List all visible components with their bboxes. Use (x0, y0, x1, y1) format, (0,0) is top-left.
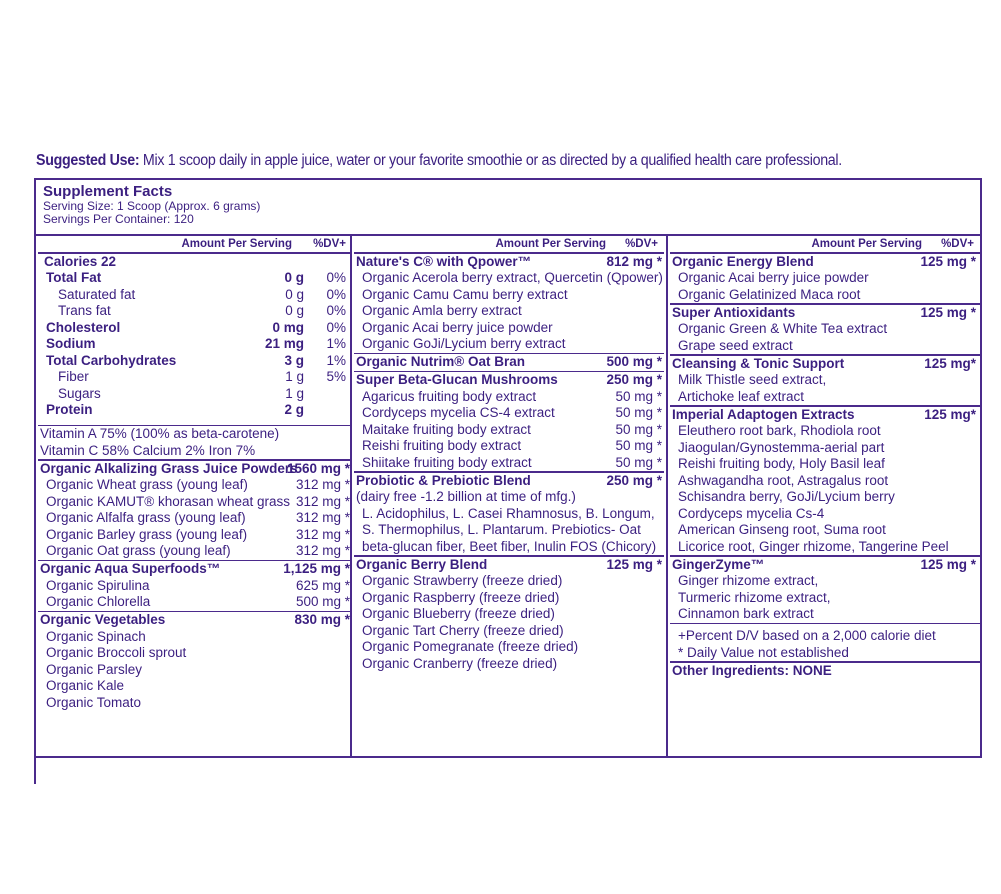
row-label: Cleansing & Tonic Support (672, 355, 845, 371)
serving-size: Serving Size: 1 Scoop (Approx. 6 grams) (43, 199, 261, 213)
nutrient-row (38, 303, 350, 320)
row-label: Organic Acai berry juice powder (678, 270, 869, 285)
row-label: Artichoke leaf extract (678, 388, 805, 404)
row-label: Organic Alkalizing Grass Juice Powders (40, 460, 298, 476)
row-label: Organic Kale (46, 678, 125, 693)
column-divider (666, 236, 668, 758)
row-label: Organic Raspberry (freeze dried) (362, 589, 560, 605)
ingredient-row (670, 423, 980, 440)
row-label: Total Fat (46, 270, 102, 285)
row-label: Organic Green & White Tea extract (678, 321, 888, 336)
ingredient-row (354, 573, 664, 590)
ingredient-row (38, 629, 350, 646)
row-label: Turmeric rhizome extract, (678, 589, 831, 605)
nutrient-row (38, 320, 350, 337)
row-label: Sugars (58, 385, 101, 401)
ingredient-row (38, 543, 350, 560)
blend-heading (670, 254, 980, 271)
row-label: Organic Barley grass (young leaf) (46, 526, 248, 542)
ingredient-row (354, 389, 664, 406)
row-label: Organic Amla berry extract (362, 303, 522, 318)
vitamin-row (38, 426, 350, 443)
row-label: Total Carbohydrates (46, 352, 177, 368)
row-label: Organic KAMUT® khorasan wheat grass (46, 493, 291, 509)
row-label: Organic Berry Blend (356, 556, 488, 572)
row-label: Super Beta-Glucan Mushrooms (356, 372, 558, 387)
ingredient-row (38, 477, 350, 494)
row-label: Other Ingredients: NONE (672, 662, 832, 678)
blend-heading (670, 305, 980, 322)
ingredient-row (354, 590, 664, 607)
row-label: Super Antioxidants (672, 304, 796, 320)
row-label: Nature's C® with Qpower™ (356, 253, 532, 269)
ingredient-row (354, 320, 664, 337)
row-amount: 1560 mg * (286, 460, 350, 476)
dv-label: %DV+ (313, 238, 346, 250)
row-amount: 250 mg * (606, 472, 662, 488)
row-amount: 0 g (285, 286, 304, 302)
row-label: Organic Camu Camu berry extract (362, 286, 568, 302)
row-label: Organic Tart Cherry (freeze dried) (362, 622, 564, 638)
row-label: Schisandra berry, GoJi/Lycium berry (678, 489, 895, 504)
row-dv: 0% (326, 270, 346, 285)
row-label: Milk Thistle seed extract, (678, 372, 827, 387)
ingredient-row (354, 623, 664, 640)
row-amount: 312 mg * (295, 543, 350, 558)
ingredient-row (38, 662, 350, 679)
column-header (354, 238, 664, 252)
dv-label: %DV+ (941, 238, 974, 250)
row-label: Cinnamon bark extract (678, 606, 814, 621)
blend-heading (38, 612, 350, 629)
row-label: Probiotic & Prebiotic Blend (356, 472, 531, 488)
ingredient-row (670, 522, 980, 539)
column-header (670, 238, 980, 252)
suggested-use-text: Mix 1 scoop daily in apple juice, water or your favorite smoothie or as directed by a qualified health care professional. (139, 152, 842, 169)
ingredient-row (670, 270, 980, 287)
row-label: Organic Tomato (46, 694, 142, 710)
nutrient-row (38, 386, 350, 403)
row-amount: 125 mg* (924, 355, 976, 371)
row-label: Vitamin A 75% (100% as beta-carotene) (40, 426, 280, 441)
row-label: Organic Wheat grass (young leaf) (46, 477, 248, 492)
row-amount: 125 mg * (920, 556, 976, 572)
row-label: Organic Spinach (46, 628, 146, 644)
facts-header (43, 184, 260, 226)
ingredient-row (354, 303, 664, 320)
row-amount: 0 mg (272, 319, 304, 335)
ingredient-row (670, 489, 980, 506)
row-amount: 0 g (285, 303, 304, 318)
blend-heading (354, 372, 664, 389)
row-dv: 0% (326, 303, 346, 318)
row-label: Organic GoJi/Lycium berry extract (362, 336, 566, 351)
ingredient-row (38, 510, 350, 527)
row-amount: 125 mg * (606, 556, 662, 572)
row-amount: 125 mg * (920, 304, 976, 320)
row-amount: 50 mg * (615, 438, 662, 453)
row-label: Trans fat (58, 303, 111, 318)
blend-heading (38, 561, 350, 578)
blend-heading (354, 354, 664, 371)
row-label: Organic Vegetables (40, 612, 166, 627)
row-label: Organic Nutrim® Oat Bran (356, 354, 525, 369)
row-amount: 830 mg * (294, 612, 350, 627)
header-divider (36, 234, 980, 236)
row-label: GingerZyme™ (672, 556, 765, 572)
row-amount: 312 mg * (295, 510, 350, 525)
ingredient-row (38, 494, 350, 511)
row-label: beta-glucan fiber, Beet fiber, Inulin FOS (Chicory) (362, 538, 657, 554)
ingredient-row (670, 606, 980, 623)
row-amount: 50 mg * (615, 454, 662, 470)
ingredient-row (670, 506, 980, 523)
nutrient-row (38, 270, 350, 287)
ingredient-row (38, 695, 350, 712)
row-label: Organic Broccoli sprout (46, 645, 187, 660)
row-label: Sodium (46, 336, 96, 351)
row-label: Ashwagandha root, Astragalus root (678, 472, 889, 488)
row-label: Cordyceps mycelia Cs-4 (678, 505, 825, 521)
column-1 (38, 238, 350, 711)
blend-heading (354, 254, 664, 271)
row-label: S. Thermophilus, L. Plantarum. Prebiotics- Oat (362, 522, 641, 537)
ingredient-row (38, 594, 350, 611)
row-label: Organic Parsley (46, 661, 143, 677)
ingredient-row (354, 287, 664, 304)
servings-per-container: Servings Per Container: 120 (43, 212, 194, 226)
row-dv: 5% (326, 369, 346, 384)
ingredient-row (670, 440, 980, 457)
row-label: Organic Oat grass (young leaf) (46, 543, 231, 558)
row-amount: 1,125 mg * (283, 561, 350, 576)
row-amount: 0 g (284, 270, 304, 285)
row-label: Organic Alfalfa grass (young leaf) (46, 510, 246, 525)
blend-heading (38, 461, 350, 478)
row-amount: 812 mg * (606, 253, 662, 269)
row-label: Organic Blueberry (freeze dried) (362, 606, 555, 621)
row-label: Protein (46, 402, 93, 417)
row-label: * Daily Value not established (678, 644, 849, 660)
ingredient-row (354, 522, 664, 539)
amount-per-serving-label: Amount Per Serving (181, 238, 292, 250)
ingredient-row (670, 590, 980, 607)
row-label: Organic Gelatinized Maca root (678, 286, 861, 302)
ingredient-row (670, 338, 980, 355)
row-label: Reishi fruiting body, Holy Basil leaf (678, 456, 885, 471)
column-divider (350, 236, 352, 758)
ingredient-row (354, 489, 664, 506)
ingredient-row (354, 422, 664, 439)
ingredient-row (670, 539, 980, 556)
ingredient-row (354, 506, 664, 523)
row-label: +Percent D/V based on a 2,000 calorie diet (678, 628, 936, 643)
ingredient-row (670, 321, 980, 338)
row-amount: 1 g (285, 369, 304, 384)
row-label: Jiaogulan/Gynostemma-aerial part (678, 439, 885, 455)
row-label: Organic Energy Blend (672, 253, 814, 269)
suggested-use (36, 152, 842, 170)
supplement-facts-panel (34, 178, 982, 758)
row-label: Agaricus fruiting body extract (362, 388, 537, 404)
row-amount: 125 mg* (924, 406, 976, 422)
ingredient-row (670, 473, 980, 490)
blend-heading (670, 356, 980, 373)
ingredient-row (670, 287, 980, 304)
row-dv: 1% (326, 336, 346, 351)
ingredient-row (354, 405, 664, 422)
row-amount: 3 g (284, 352, 304, 368)
dv-label: %DV+ (625, 238, 658, 250)
row-label: Organic Chlorella (46, 594, 151, 609)
nutrient-row (38, 369, 350, 386)
ingredient-row (354, 438, 664, 455)
row-label: American Ginseng root, Suma root (678, 522, 886, 537)
row-label: L. Acidophilus, L. Casei Rhamnosus, B. Longum, (362, 505, 655, 521)
blend-heading (670, 407, 980, 424)
row-amount: 250 mg * (606, 372, 662, 387)
blend-heading (670, 557, 980, 574)
ingredient-row (354, 336, 664, 353)
row-label: Saturated fat (58, 286, 136, 302)
row-label: Organic Strawberry (freeze dried) (362, 573, 563, 588)
row-label: Organic Cranberry (freeze dried) (362, 655, 558, 671)
amount-per-serving-label: Amount Per Serving (495, 238, 606, 250)
ingredient-row (670, 372, 980, 389)
row-label: Maitake fruiting body extract (362, 421, 531, 437)
row-label: Licorice root, Ginger rhizome, Tangerine Peel (678, 538, 949, 554)
row-label: Cordyceps mycelia CS-4 extract (362, 405, 555, 420)
row-dv: 0% (326, 286, 346, 302)
row-label: Organic Pomegranate (freeze dried) (362, 639, 579, 654)
vitamin-row (38, 443, 350, 460)
column-3 (670, 238, 980, 679)
row-amount: 50 mg * (615, 421, 662, 437)
blend-heading (354, 557, 664, 574)
row-label: Eleuthero root bark, Rhodiola root (678, 423, 881, 438)
ingredient-row (670, 389, 980, 406)
footnote-row (670, 645, 980, 662)
ingredient-row (670, 573, 980, 590)
row-label: Vitamin C 58% Calcium 2% Iron 7% (40, 442, 256, 458)
row-label: Organic Aqua Superfoods™ (40, 561, 221, 576)
ingredient-row (354, 455, 664, 472)
facts-title: Supplement Facts (43, 183, 173, 200)
ingredient-row (354, 639, 664, 656)
row-amount: 500 mg * (606, 354, 662, 369)
ingredient-row (670, 456, 980, 473)
other-ingredients (670, 663, 980, 680)
row-label: Organic Acerola berry extract, Quercetin (Qpower) (362, 270, 663, 285)
row-label: Ginger rhizome extract, (678, 573, 819, 588)
ingredient-row (354, 270, 664, 287)
ingredient-row (38, 527, 350, 544)
footnote-row (670, 628, 980, 645)
row-label: Imperial Adaptogen Extracts (672, 406, 855, 422)
column-2 (354, 238, 664, 672)
column-header (38, 238, 350, 252)
row-amount: 312 mg * (295, 477, 350, 492)
row-label: Organic Spirulina (46, 577, 150, 593)
row-amount: 2 g (284, 402, 304, 417)
row-amount: 312 mg * (295, 493, 350, 509)
row-amount: 625 mg * (295, 577, 350, 593)
row-amount: 312 mg * (295, 526, 350, 542)
nutrient-row (38, 336, 350, 353)
ingredient-row (38, 645, 350, 662)
amount-per-serving-label: Amount Per Serving (811, 238, 922, 250)
row-label: Cholesterol (46, 319, 121, 335)
nutrient-row (38, 254, 350, 271)
row-label: Grape seed extract (678, 337, 793, 353)
ingredient-row (38, 678, 350, 695)
row-label: Fiber (58, 369, 89, 384)
ingredient-row (354, 539, 664, 556)
row-amount: 21 mg (264, 336, 304, 351)
row-label: Shiitake fruiting body extract (362, 454, 532, 470)
row-amount: 1 g (285, 385, 304, 401)
row-amount: 50 mg * (615, 388, 662, 404)
ingredient-row (38, 578, 350, 595)
row-label: Calories 22 (44, 253, 117, 269)
row-label: Reishi fruiting body extract (362, 438, 522, 453)
row-amount: 500 mg * (295, 594, 350, 609)
nutrient-row (38, 287, 350, 304)
row-label: (dairy free -1.2 billion at time of mfg.) (356, 489, 576, 504)
row-amount: 125 mg * (920, 253, 976, 269)
row-dv: 0% (326, 319, 346, 335)
row-label: Organic Acai berry juice powder (362, 319, 553, 335)
row-dv: 1% (326, 352, 346, 368)
suggested-use-label: Suggested Use: (36, 152, 140, 169)
ingredient-row (354, 656, 664, 673)
ingredient-row (354, 606, 664, 623)
blend-heading (354, 473, 664, 490)
nutrient-row (38, 353, 350, 370)
row-amount: 50 mg * (615, 405, 662, 420)
nutrient-row (38, 402, 350, 419)
panel-edge (34, 756, 36, 784)
